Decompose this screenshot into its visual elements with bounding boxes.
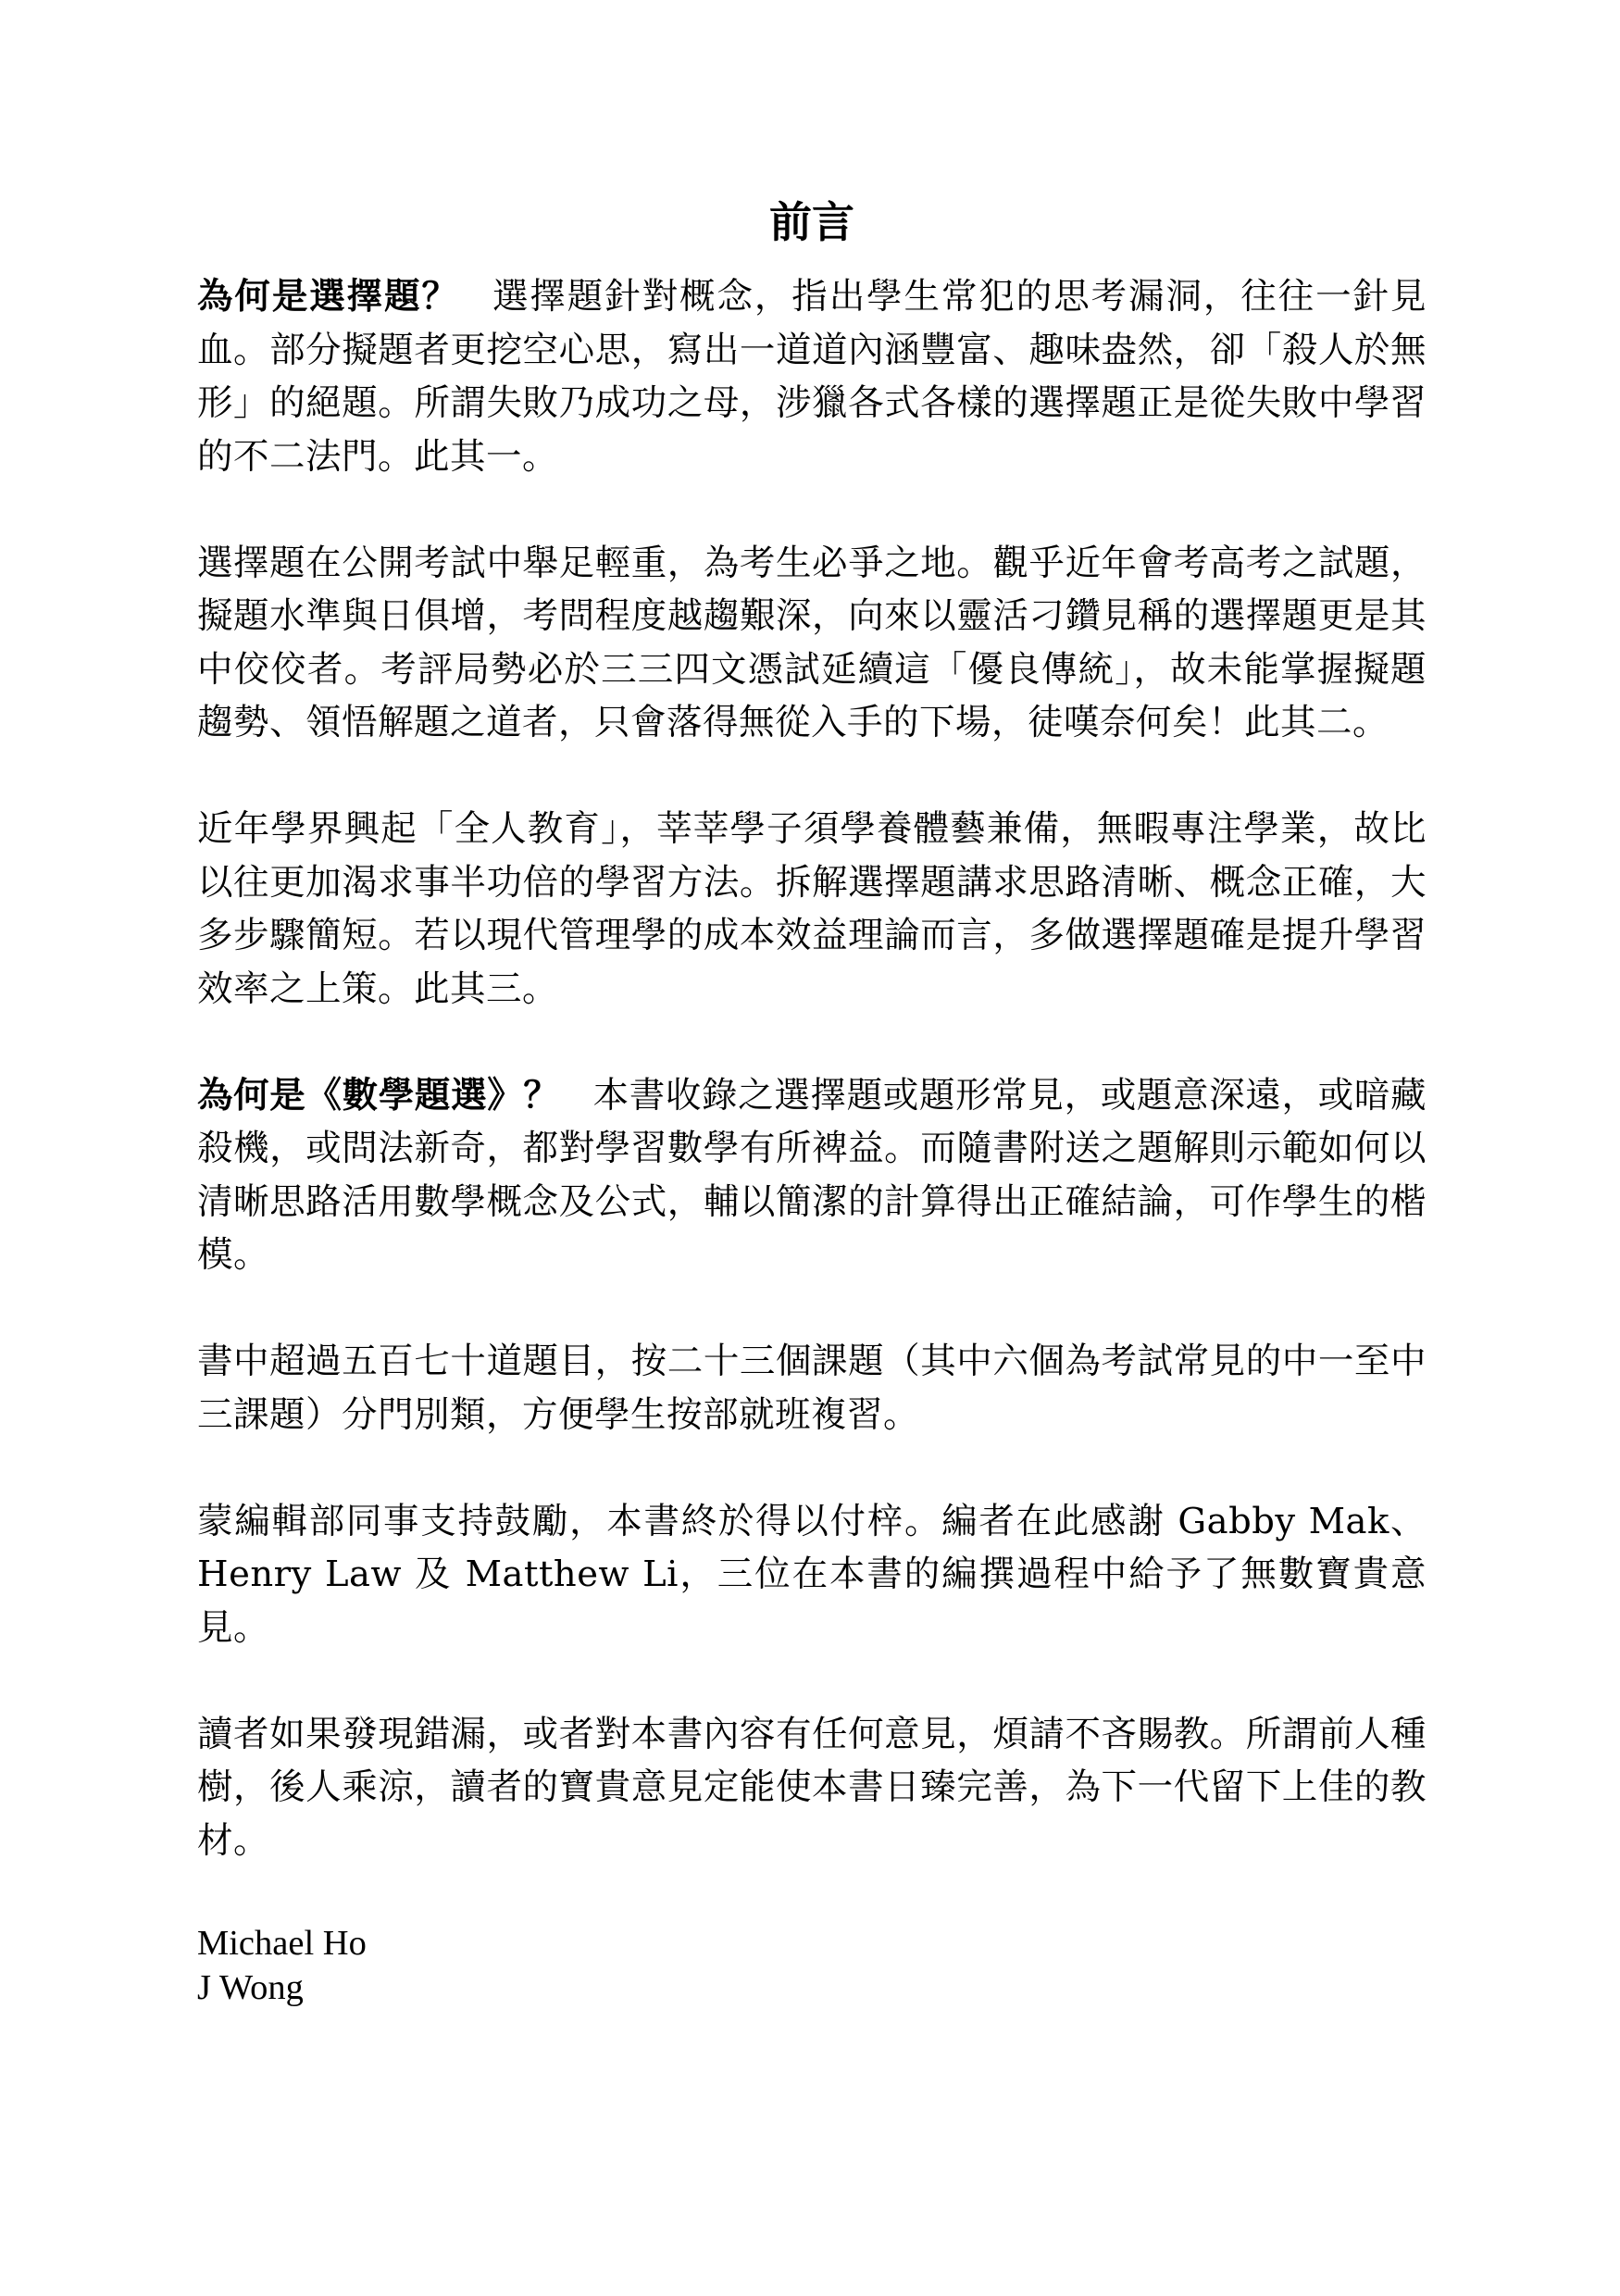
paragraph-why-book: [197, 1069, 1427, 1282]
paragraph-question-count: [197, 1335, 1427, 1441]
page-title: 前言: [769, 197, 854, 247]
paragraph-why-mc: [197, 270, 1427, 483]
author-name: Michael Ho: [197, 1923, 367, 1963]
paragraph-public-exam: [197, 537, 1427, 750]
paragraph-text: 近年學界興起「全人教育」，莘莘學子須學養體藝兼備，無暇專注學業，故比以往更加渴求事半功倍的學習方法。拆解選擇題講求思路清晰、概念正確，大多步驟簡短。若以現代管理學的成本效益理論而言，多做選擇題確是提升學習效率之上策。此其三。: [197, 808, 1427, 1010]
paragraph-heading: 為何是選擇題？: [197, 276, 459, 318]
paragraph-whole-person: [197, 803, 1427, 1016]
author-name: J Wong: [197, 1967, 304, 2007]
paragraph-text: 書中超過五百七十道題目，按二十三個課題（其中六個為考試常見的中一至中三課題）分門別類，方便學生按部就班複習。: [197, 1341, 1427, 1436]
paragraph-text: 選擇題針對概念，指出學生常犯的思考漏洞，往往一針見血。部分擬題者更挖空心思，寫出一道道內涵豐富、趣味盎然，卻「殺人於無形」的絕題。所謂失敗乃成功之母，涉獵各式各樣的選擇題正是從失敗中學習的不二法門。此其一。: [197, 276, 1427, 478]
paragraph-text: 讀者如果發現錯漏，或者對本書內容有任何意見，煩請不吝賜教。所謂前人種樹，後人乘涼，讀者的寶貴意見定能使本書日臻完善，為下一代留下上佳的教材。: [197, 1713, 1427, 1862]
paragraph-heading: 為何是《數學題選》？: [197, 1074, 560, 1117]
document-page: [197, 194, 1427, 2010]
paragraph-acknowledgements: [197, 1495, 1427, 1655]
paragraph-feedback: [197, 1708, 1427, 1868]
paragraph-text: 選擇題在公開考試中舉足輕重，為考生必爭之地。觀乎近年會考高考之試題，擬題水準與日俱增，考問程度越趨艱深，向來以靈活刁鑽見稱的選擇題更是其中佼佼者。考評局勢必於三三四文憑試延續這「優良傳統」，故未能掌握擬題趨勢、領悟解題之道者，只會落得無從入手的下場，徒嘆奈何矣！此其二。: [197, 542, 1427, 743]
paragraph-text: 本書收錄之選擇題或題形常見，或題意深遠，或暗藏殺機，或問法新奇，都對學習數學有所裨益。而隨書附送之題解則示範如何以清晰思路活用數學概念及公式，輔以簡潔的計算得出正確結論，可作學生的楷模。: [197, 1074, 1427, 1276]
paragraph-text: 蒙編輯部同事支持鼓勵，本書終於得以付梓。編者在此感謝 Gabby Mak、Henry Law 及 Matthew Li，三位在本書的編撰過程中給予了無數寶貴意見。: [197, 1500, 1427, 1649]
signature-block: [197, 1921, 1427, 2010]
